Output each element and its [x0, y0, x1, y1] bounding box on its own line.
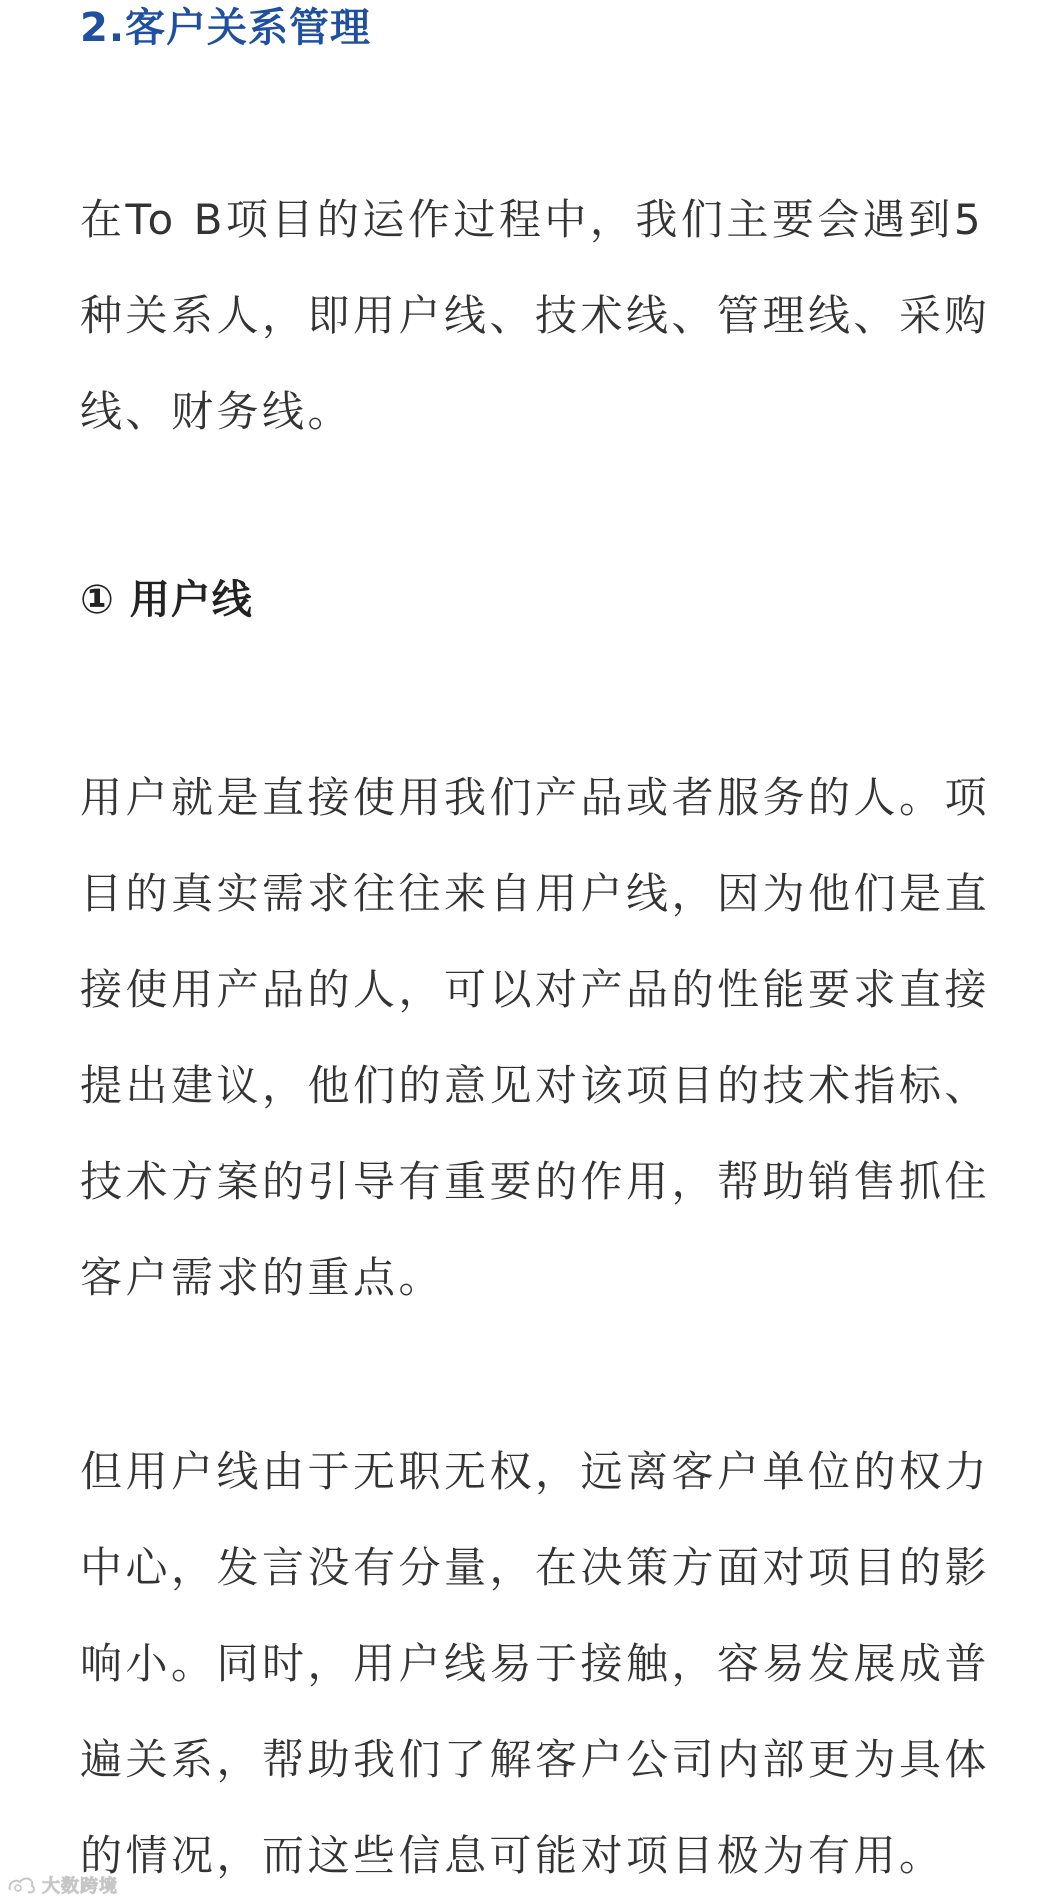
- subheading-user-line: ① 用户线: [80, 577, 253, 623]
- watermark-text: 大数跨境: [42, 1876, 118, 1897]
- section-title: 2.客户关系管理: [80, 5, 372, 51]
- paragraph-user-definition: 用户就是直接使用我们产品或者服务的人。项目的真实需求往往来自用户线，因为他们是直接使用产品的人，可以对产品的性能要求直接提出建议，他们的意见对该项目的技术指标、技术方案的引导有重要的作用，帮助销售抓住客户需求的重点。: [80, 773, 991, 1302]
- paragraph-intro: 在To B项目的运作过程中，我们主要会遇到5种关系人，即用户线、技术线、管理线、采购线、财务线。: [80, 195, 991, 436]
- paragraph-user-limitations: 但用户线由于无职无权，远离客户单位的权力中心，发言没有分量，在决策方面对项目的影响小。同时，用户线易于接触，容易发展成普遍关系，帮助我们了解客户公司内部更为具体的情况，而这些信息可能对项目极为有用。: [80, 1447, 991, 1880]
- watermark: [6, 1872, 118, 1898]
- brand-logo-icon: [6, 1874, 38, 1896]
